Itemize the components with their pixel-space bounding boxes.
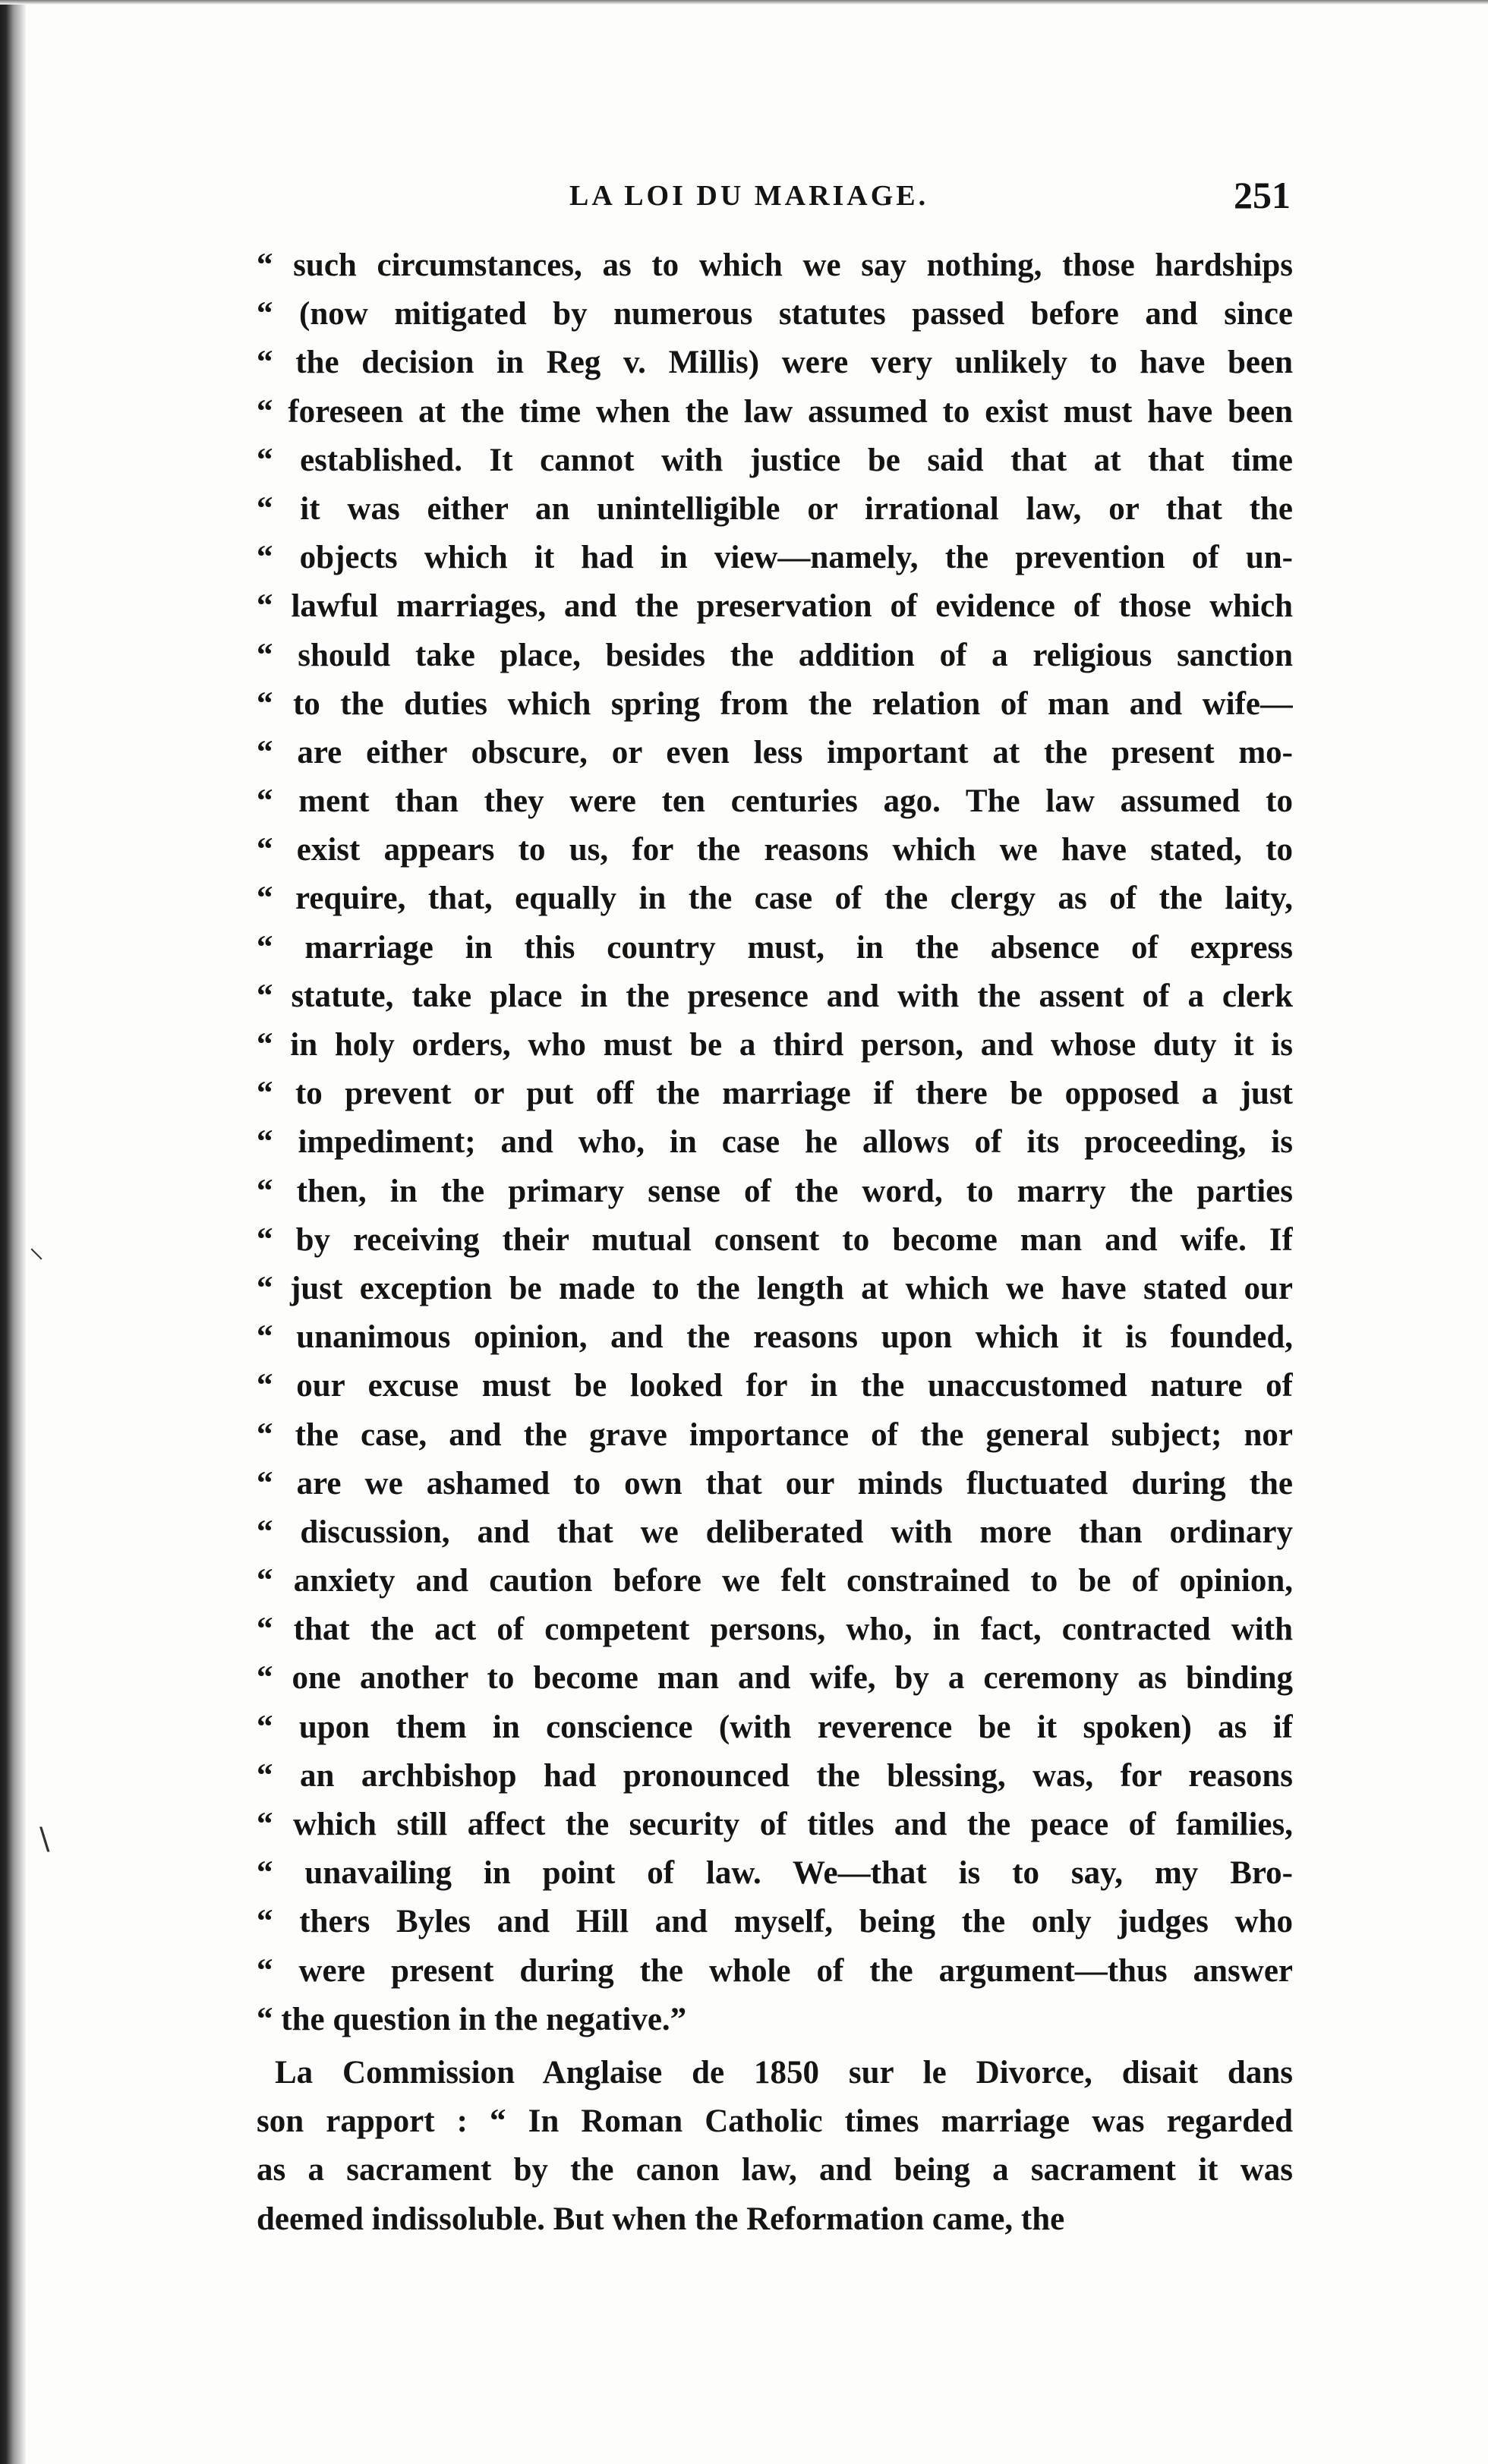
text-line: “ one another to become man and wife, by a ceremony as binding bbox=[257, 1660, 1293, 1697]
text-line: “ are we ashamed to own that our minds fluctuated during the bbox=[257, 1465, 1293, 1501]
text-line: “ lawful marriages, and the preservation of evidence of those which bbox=[257, 588, 1293, 625]
body-text bbox=[257, 241, 1293, 2244]
text-line: “ impediment; and who, in case he allows of its proceeding, is bbox=[257, 1124, 1293, 1161]
text-line: “ such circumstances, as to which we say nothing, those hardships bbox=[257, 247, 1293, 283]
text-line: “ the decision in Reg v. Millis) were very unlikely to have been bbox=[257, 345, 1293, 381]
text-line: “ by receiving their mutual consent to become man and wife. If bbox=[257, 1221, 1293, 1258]
text-line: “ our excuse must be looked for in the unaccustomed nature of bbox=[257, 1368, 1293, 1404]
commission-paragraph bbox=[257, 2049, 1293, 2244]
text-line: deemed indissoluble. But when the Reformation came, the bbox=[257, 2201, 1065, 2237]
text-line: son rapport : “ In Roman Catholic times marriage was regarded bbox=[257, 2103, 1293, 2140]
text-line: “ are either obscure, or even less important at the present mo- bbox=[257, 734, 1293, 770]
text-line: La Commission Anglaise de 1850 sur le Divorce, disait dans bbox=[275, 2054, 1293, 2091]
text-line: “ an archbishop had pronounced the blessing, was, for reasons bbox=[257, 1757, 1293, 1794]
text-line: “ ment than they were ten centuries ago. The law assumed to bbox=[257, 783, 1293, 820]
text-line: “ to prevent or put off the marriage if there be opposed a just bbox=[257, 1076, 1293, 1112]
text-line: “ just exception be made to the length at which we have stated our bbox=[257, 1270, 1293, 1306]
page-number: 251 bbox=[1234, 174, 1291, 216]
text-line: “ objects which it had in view—namely, the prevention of un- bbox=[257, 540, 1293, 576]
text-line: “ established. It cannot with justice be said that at that time bbox=[257, 442, 1293, 478]
text-line: “ were present during the whole of the argument—thus answer bbox=[257, 1952, 1293, 1989]
text-line: “ exist appears to us, for the reasons which we have stated, to bbox=[257, 832, 1293, 868]
page-top-edge bbox=[0, 0, 1488, 5]
text-line: as a sacrament by the canon law, and being a sacrament it was bbox=[257, 2152, 1293, 2188]
text-line: “ the question in the negative.” bbox=[257, 2001, 687, 2037]
text-line: “ upon them in conscience (with reverence be it spoken) as if bbox=[257, 1709, 1293, 1745]
text-line: “ it was either an unintelligible or irrational law, or that the bbox=[257, 490, 1293, 527]
page-header bbox=[258, 173, 1291, 226]
text-line: “ to the duties which spring from the relation of man and wife— bbox=[257, 685, 1293, 722]
text-line: “ marriage in this country must, in the absence of express bbox=[257, 929, 1293, 966]
quoted-judgment bbox=[257, 241, 1293, 2044]
text-line: “ unanimous opinion, and the reasons upon which it is founded, bbox=[257, 1319, 1293, 1356]
text-line: “ (now mitigated by numerous statutes passed before and since bbox=[257, 296, 1293, 332]
text-line: “ then, in the primary sense of the word, to marry the parties bbox=[257, 1173, 1293, 1209]
text-line: “ that the act of competent persons, who, in fact, contracted with bbox=[257, 1612, 1293, 1648]
text-line: “ which still affect the security of titles and the peace of families, bbox=[257, 1807, 1293, 1842]
margin-mark: ⸌ bbox=[29, 1243, 44, 1278]
text-line: “ foreseen at the time when the law assumed to exist must have been bbox=[257, 393, 1293, 430]
text-line: “ require, that, equally in the case of the clergy as of the laity, bbox=[257, 881, 1293, 917]
running-title: LA LOI DU MARIAGE. bbox=[569, 180, 929, 212]
text-line: “ in holy orders, who must be a third person, and whose duty it is bbox=[257, 1027, 1293, 1063]
text-line: “ thers Byles and Hill and myself, being the only judges who bbox=[257, 1904, 1293, 1940]
text-line: “ discussion, and that we deliberated with more than ordinary bbox=[257, 1514, 1293, 1550]
text-line: “ statute, take place in the presence and with the assent of a clerk bbox=[257, 978, 1293, 1014]
page-binding-edge bbox=[0, 0, 26, 2464]
text-line: “ anxiety and caution before we felt constrained to be of opinion, bbox=[257, 1563, 1293, 1599]
text-line: “ should take place, besides the addition of a religious sanction bbox=[257, 637, 1293, 673]
text-line: “ the case, and the grave importance of the general subject; nor bbox=[257, 1416, 1293, 1453]
margin-mark: \ bbox=[39, 1822, 50, 1857]
text-line: “ unavailing in point of law. We—that is to say, my Bro- bbox=[257, 1855, 1293, 1892]
